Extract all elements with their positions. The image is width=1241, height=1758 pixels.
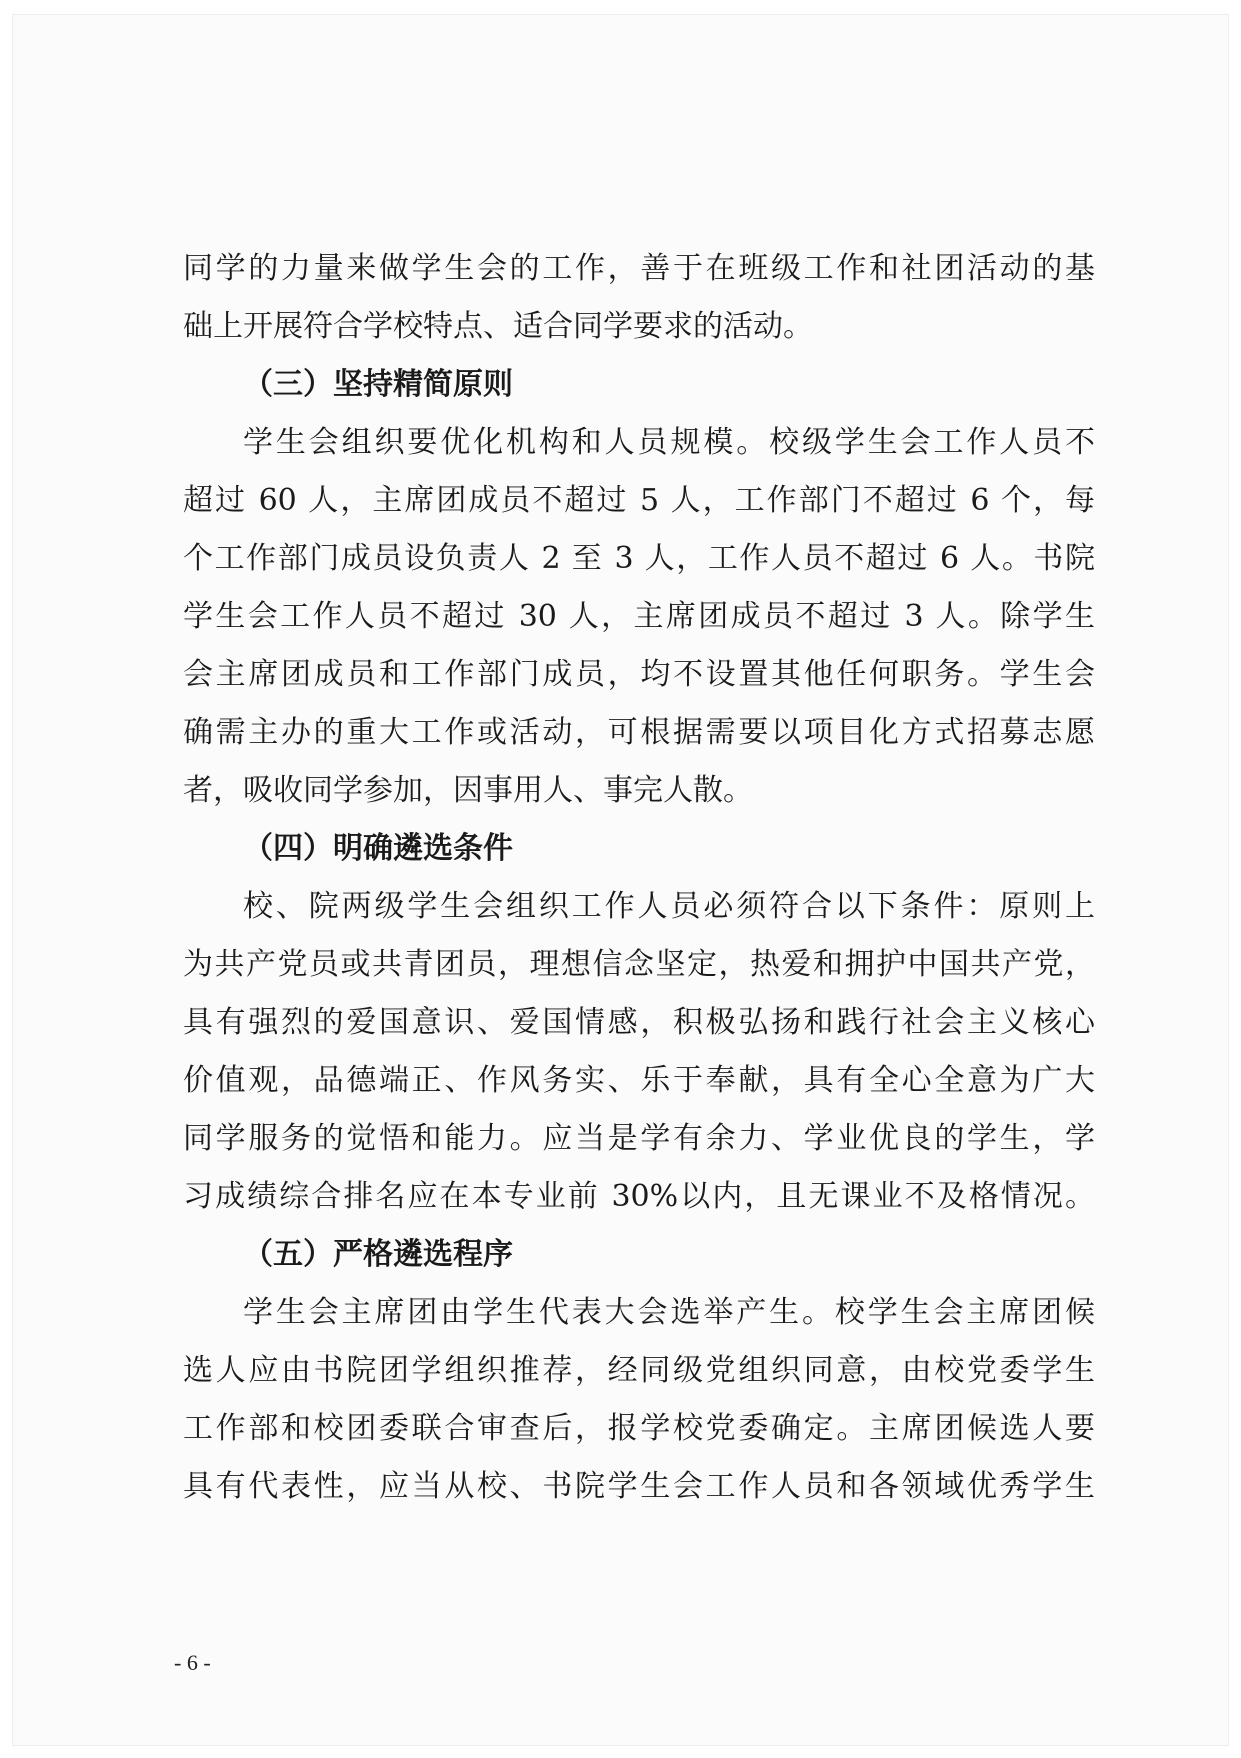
paragraph-first-line: 校、院两级学生会组织工作人员必须符合以下条件：原则上 — [243, 889, 1095, 924]
body-line: 超过 60 人，主席团成员不超过 5 人，工作部门不超过 6 个，每 — [183, 483, 1095, 518]
section-heading-3: （三）坚持精简原则 — [243, 367, 513, 402]
section-heading-5: （五）严格遴选程序 — [243, 1237, 513, 1272]
body-line: 为共产党员或共青团员，理想信念坚定，热爱和拥护中国共产党， — [183, 947, 1095, 982]
body-line: 会主席团成员和工作部门成员，均不设置其他任何职务。学生会 — [183, 657, 1095, 692]
body-line: 者，吸收同学参加，因事用人、事完人散。 — [183, 773, 753, 808]
document-body — [183, 240, 1095, 1516]
paragraph-first-line: 学生会主席团由学生代表大会选举产生。校学生会主席团候 — [243, 1295, 1095, 1330]
section-heading-4: （四）明确遴选条件 — [243, 831, 513, 866]
body-line: 选人应由书院团学组织推荐，经同级党组织同意，由校党委学生 — [183, 1353, 1095, 1388]
body-line: 价值观，品德端正、作风务实、乐于奉献，具有全心全意为广大 — [183, 1063, 1095, 1098]
body-line: 学生会工作人员不超过 30 人，主席团成员不超过 3 人。除学生 — [183, 599, 1095, 634]
body-line: 确需主办的重大工作或活动，可根据需要以项目化方式招募志愿 — [183, 715, 1095, 750]
body-line: 习成绩综合排名应在本专业前 30%以内，且无课业不及格情况。 — [183, 1179, 1095, 1214]
body-line: 础上开展符合学校特点、适合同学要求的活动。 — [183, 309, 813, 344]
body-line: 个工作部门成员设负责人 2 至 3 人，工作人员不超过 6 人。书院 — [183, 541, 1095, 576]
body-line: 同学服务的觉悟和能力。应当是学有余力、学业优良的学生，学 — [183, 1121, 1095, 1156]
body-line: 具有强烈的爱国意识、爱国情感，积极弘扬和践行社会主义核心 — [183, 1005, 1095, 1040]
page-number: - 6 - — [174, 1650, 211, 1675]
paragraph-first-line: 学生会组织要优化机构和人员规模。校级学生会工作人员不 — [243, 425, 1095, 460]
body-line: 同学的力量来做学生会的工作，善于在班级工作和社团活动的基 — [183, 251, 1095, 286]
body-line: 工作部和校团委联合审查后，报学校党委确定。主席团候选人要 — [183, 1411, 1095, 1446]
body-line: 具有代表性，应当从校、书院学生会工作人员和各领域优秀学生 — [183, 1469, 1095, 1504]
document-page — [12, 14, 1229, 1746]
